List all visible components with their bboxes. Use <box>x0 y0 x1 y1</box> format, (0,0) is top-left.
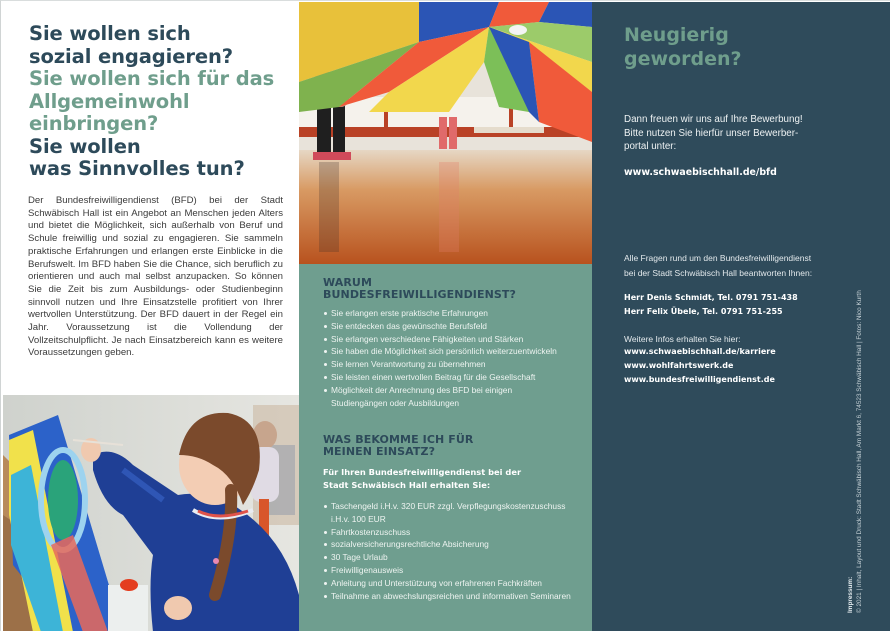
impressum <box>846 290 864 613</box>
questions-text <box>624 251 854 280</box>
why-title <box>323 277 516 301</box>
list-item: Freiwilligenausweis <box>323 564 585 577</box>
impressum-text: © 2021 | Inhalt, Layout und Druck: Stadt Schwäbisch Hall, Am Markt 6, 74523 Schwäbisch Hall | Fotos: Nico Kurth <box>856 290 863 613</box>
headline-line: Sie wollen sich für das <box>29 67 275 90</box>
intro-paragraph: Der Bundesfreiwilligendienst (BFD) bei der Stadt Schwäbisch Hall ist ein Angebot an Menschen jeden Alters und bietet die Möglichkeit, sich außerhalb von Beruf und Schule freiwillig und sozial zu engagieren. Sie sammeln praktische Erfahrungen und erlangen erste Einblicke in die Berufswelt. Im BFD haben Sie die Chance, sich beruflich zu orientieren und auch mal selbst anzupacken. So können Sie die Zeit bis zum Ausbildungs- oder Studienbeginn sinnvoll nutzen und Ihre Einsatzstelle profitiert von Ihrer wertvollen Unterstützung. Der BFD dauert in der Regel ein Jahr. Voraussetzung ist die Vollendung der Vollzeitschulpflicht. Je nach Einsatzbereich kann es weitere Voraussetzungen geben. <box>28 195 283 359</box>
why-title-line: WARUM <box>323 276 373 289</box>
apply-line: Bitte nutzen Sie hierfür unser Bewerber- <box>624 127 799 139</box>
benefits-title-line: MEINEN EINSATZ? <box>323 445 436 458</box>
list-item: Taschengeld i.H.v. 320 EUR zzgl. Verpflegungskostenzuschuss i.H.v. 100 EUR <box>323 500 581 526</box>
headline-line: Sie wollen sich <box>29 22 191 45</box>
list-item: 30 Tage Urlaub <box>323 551 585 564</box>
parachute-play-photo <box>299 2 592 264</box>
more-info-label: Weitere Infos erhalten Sie hier: <box>624 334 741 344</box>
contact-person: Herr Felix Übele, Tel. 0791 751-255 <box>624 307 783 316</box>
parachute-illustration <box>299 2 592 264</box>
benefits-intro <box>323 466 573 491</box>
why-list <box>323 307 585 409</box>
questions-line: Alle Fragen rund um den Bundesfreiwilligendienst <box>624 253 812 263</box>
list-item: Sie erlangen erste praktische Erfahrungen <box>323 307 585 320</box>
apply-line: portal unter: <box>624 141 677 152</box>
benefits-intro-line: Für Ihren Bundesfreiwilligendienst bei der <box>323 467 522 477</box>
list-item: Sie leisten einen wertvollen Beitrag für die Gesellschaft <box>323 371 585 384</box>
child-painting-illustration <box>3 395 299 631</box>
info-link[interactable]: www.bundesfreiwilligendienst.de <box>624 375 775 384</box>
apply-line: Dann freuen wir uns auf Ihre Bewerbung! <box>624 114 803 125</box>
headline-line: was Sinnvolles tun? <box>29 157 245 180</box>
apply-text <box>624 113 844 154</box>
info-links <box>624 345 776 387</box>
list-item: Sie erlangen verschiedene Fähigkeiten und Stärken <box>323 333 585 346</box>
contact-title-line: geworden? <box>624 48 742 70</box>
headline-line: einbringen? <box>29 112 159 135</box>
benefits-title-line: WAS BEKOMME ICH FÜR <box>323 433 474 446</box>
list-item: Fahrtkostenzuschuss <box>323 526 585 539</box>
questions-line: bei der Stadt Schwäbisch Hall beantworten Ihnen: <box>624 267 813 278</box>
list-item: Anleitung und Unterstützung von erfahrenen Fachkräften <box>323 577 585 590</box>
info-link[interactable]: www.schwaebischhall.de/karriere <box>624 347 776 356</box>
list-item: Sie haben die Möglichkeit sich persönlich weiterzuentwickeln <box>323 345 585 358</box>
portal-link[interactable]: www.schwaebischhall.de/bfd <box>624 167 777 178</box>
info-link[interactable]: www.wohlfahrtswerk.de <box>624 361 734 370</box>
contact-title <box>624 23 742 71</box>
headline-line: Allgemeinwohl <box>29 89 190 113</box>
contact-title-line: Neugierig <box>624 24 729 46</box>
benefits-title <box>323 434 473 458</box>
contact-person: Herr Denis Schmidt, Tel. 0791 751-438 <box>624 293 798 302</box>
info-panel <box>299 264 592 631</box>
list-item: Möglichkeit der Anrechnung des BFD bei einigen Studiengängen oder Ausbildungen <box>323 384 568 410</box>
benefits-list <box>323 500 585 602</box>
contact-persons <box>624 291 798 319</box>
why-title-line: BUNDESFREIWILLIGENDIENST? <box>323 288 517 301</box>
headline-line: sozial engagieren? <box>29 44 233 68</box>
benefits-intro-line: Stadt Schwäbisch Hall erhalten Sie: <box>323 479 491 490</box>
list-item: Sie lernen Verantwortung zu übernehmen <box>323 358 585 371</box>
impressum-label: Impressum: <box>847 576 854 613</box>
list-item: sozialversicherungsrechtliche Absicherung <box>323 538 585 551</box>
headline-line: Sie wollen <box>29 134 141 158</box>
list-item: Teilnahme an abwechslungsreichen und informativen Seminaren <box>323 590 585 603</box>
child-painting-photo <box>3 395 299 631</box>
headline <box>29 23 294 181</box>
list-item: Sie entdecken das gewünschte Berufsfeld <box>323 320 585 333</box>
